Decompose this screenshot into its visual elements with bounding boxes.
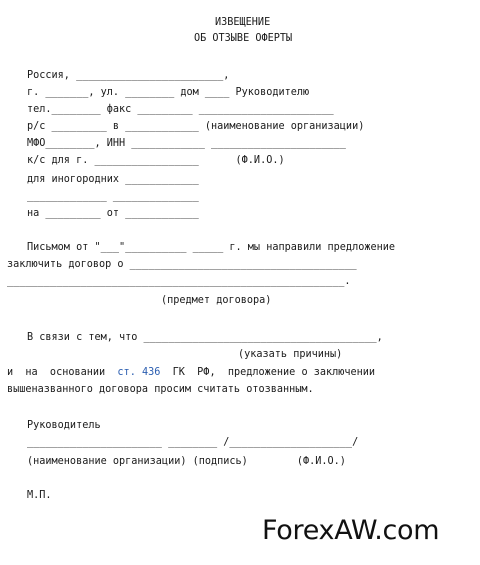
caption-contract-subject: (предмет договора): [161, 295, 272, 306]
header-line-country: Россия, ________________________,: [27, 70, 230, 81]
body-letter-line2: заключить договор о _____________________________________: [7, 259, 357, 270]
header-line-ref: на _________ от ____________: [27, 208, 199, 219]
signature-caption: (наименование организации) (подпись) (Ф.И.О.): [27, 456, 346, 467]
header-line-phone: тел.________ факс _________ ______________________: [27, 104, 334, 115]
document-subtitle: ОБ ОТЗЫВЕ ОФЕРТЫ: [194, 33, 293, 44]
header-line-mfo-inn: МФО________, ИНН ____________ ______________________: [27, 138, 346, 149]
body-letter-line1: Письмом от "___"__________ _____ г. мы направили предложение: [27, 242, 396, 253]
header-line-blank: _____________ ______________: [27, 191, 199, 202]
body-letter-line3: _______________________________________________________.: [7, 276, 351, 287]
header-line-corr-account: к/с для г. _________________ (Ф.И.О.): [27, 155, 285, 166]
body-basis-line2: вышеназванного договора просим считать отозванным.: [7, 384, 314, 395]
body-basis-part2: ГК РФ, предложение о заключении: [172, 367, 376, 378]
header-line-address: г. _______, ул. ________ дом ____ Руководителю: [27, 87, 310, 98]
article-436-link[interactable]: ст. 436: [117, 367, 161, 378]
header-line-account: р/с _________ в ____________ (наименование организации): [27, 121, 365, 132]
signature-label: Руководитель: [27, 420, 101, 431]
document-title: ИЗВЕЩЕНИЕ: [215, 17, 271, 28]
header-line-nonresident: для иногородних ____________: [27, 174, 199, 185]
stamp-place: М.П.: [27, 490, 52, 501]
body-reason-line: В связи с тем, что ______________________________________,: [27, 332, 383, 343]
signature-line: ______________________ ________ /____________________/: [27, 437, 359, 448]
body-basis-line: [7, 367, 375, 379]
body-basis-part1: и на основании: [7, 367, 106, 378]
caption-reasons: (указать причины): [238, 349, 343, 360]
site-watermark: ForexAW.com: [262, 515, 440, 546]
